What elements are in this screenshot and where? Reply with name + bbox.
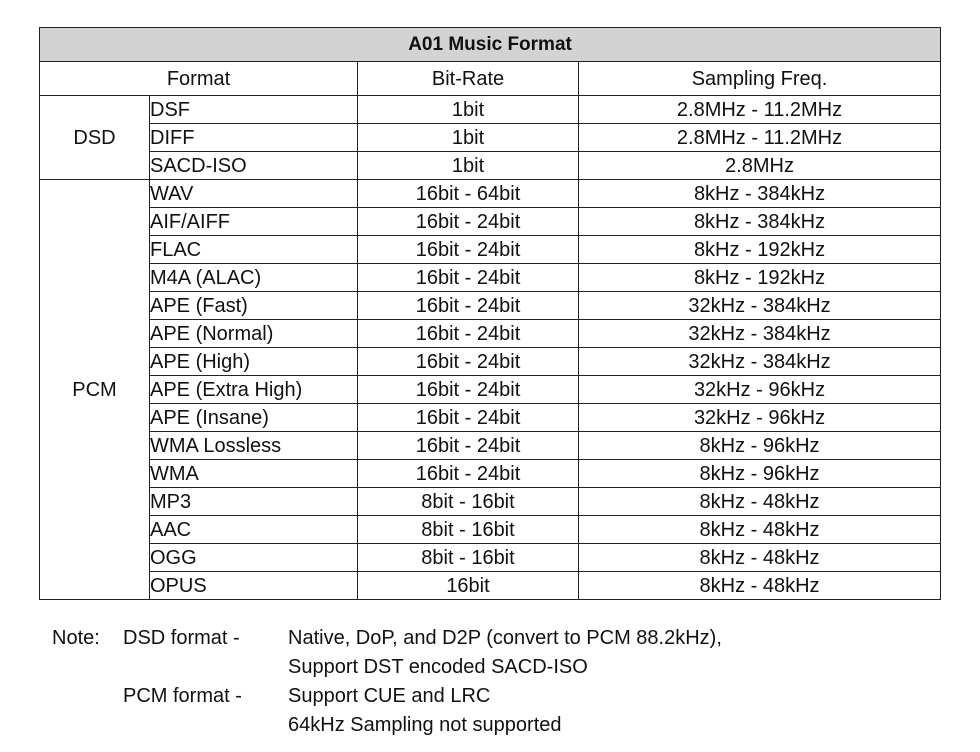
table-row [40, 152, 941, 180]
table-row [40, 572, 941, 600]
sampling-cell: 8kHz - 192kHz [579, 264, 941, 292]
bitrate-cell: 1bit [358, 152, 579, 180]
pcm-note-text: 64kHz Sampling not supported [288, 714, 562, 736]
bitrate-cell: 16bit - 24bit [358, 348, 579, 376]
sampling-cell: 32kHz - 96kHz [579, 404, 941, 432]
sampling-cell: 8kHz - 48kHz [579, 488, 941, 516]
music-format-table [39, 27, 941, 600]
format-cell: APE (Normal) [150, 320, 358, 348]
sampling-cell: 8kHz - 384kHz [579, 208, 941, 236]
dsd-note-text: Support DST encoded SACD-ISO [288, 656, 588, 678]
table-row [40, 488, 941, 516]
format-cell: DSF [150, 96, 358, 124]
dsd-note-text: Native, DoP, and D2P (convert to PCM 88.2kHz), [288, 627, 722, 649]
table-body [40, 96, 941, 600]
bitrate-cell: 16bit [358, 572, 579, 600]
table-row [40, 376, 941, 404]
format-cell: M4A (ALAC) [150, 264, 358, 292]
table-row [40, 516, 941, 544]
format-cell: APE (Extra High) [150, 376, 358, 404]
sampling-cell: 8kHz - 96kHz [579, 460, 941, 488]
format-cell: APE (High) [150, 348, 358, 376]
bitrate-cell: 1bit [358, 124, 579, 152]
sampling-cell: 8kHz - 48kHz [579, 516, 941, 544]
header-format: Format [40, 62, 358, 96]
table-row [40, 460, 941, 488]
sampling-cell: 8kHz - 96kHz [579, 432, 941, 460]
header-sampling: Sampling Freq. [579, 62, 941, 96]
bitrate-cell: 16bit - 24bit [358, 236, 579, 264]
table-row [40, 180, 941, 208]
format-cell: APE (Insane) [150, 404, 358, 432]
sampling-cell: 2.8MHz [579, 152, 941, 180]
bitrate-cell: 16bit - 24bit [358, 320, 579, 348]
group-label: DSD [40, 96, 150, 180]
table-row [40, 348, 941, 376]
table-row [40, 124, 941, 152]
pcm-note-text: Support CUE and LRC [288, 685, 491, 707]
sampling-cell: 32kHz - 384kHz [579, 320, 941, 348]
format-cell: MP3 [150, 488, 358, 516]
note-label: Note: [52, 627, 100, 649]
header-bitrate: Bit-Rate [358, 62, 579, 96]
sampling-cell: 8kHz - 48kHz [579, 572, 941, 600]
format-cell: OGG [150, 544, 358, 572]
format-cell: AAC [150, 516, 358, 544]
sampling-cell: 32kHz - 96kHz [579, 376, 941, 404]
table-row [40, 96, 941, 124]
bitrate-cell: 16bit - 24bit [358, 264, 579, 292]
sampling-cell: 8kHz - 192kHz [579, 236, 941, 264]
bitrate-cell: 16bit - 24bit [358, 208, 579, 236]
table-row [40, 292, 941, 320]
bitrate-cell: 16bit - 24bit [358, 376, 579, 404]
table-row [40, 208, 941, 236]
sampling-cell: 2.8MHz - 11.2MHz [579, 96, 941, 124]
bitrate-cell: 16bit - 24bit [358, 404, 579, 432]
table-row [40, 404, 941, 432]
table-title: A01 Music Format [40, 28, 941, 62]
format-cell: APE (Fast) [150, 292, 358, 320]
sampling-cell: 32kHz - 384kHz [579, 348, 941, 376]
header-row [40, 62, 941, 96]
format-cell: WMA [150, 460, 358, 488]
format-cell: WMA Lossless [150, 432, 358, 460]
format-cell: SACD-ISO [150, 152, 358, 180]
sampling-cell: 32kHz - 384kHz [579, 292, 941, 320]
bitrate-cell: 16bit - 24bit [358, 292, 579, 320]
table-row [40, 320, 941, 348]
table-row [40, 264, 941, 292]
table-row [40, 432, 941, 460]
bitrate-cell: 16bit - 24bit [358, 460, 579, 488]
format-cell: FLAC [150, 236, 358, 264]
bitrate-cell: 16bit - 64bit [358, 180, 579, 208]
group-label: PCM [40, 180, 150, 600]
bitrate-cell: 8bit - 16bit [358, 544, 579, 572]
table-row [40, 236, 941, 264]
dsd-note-label: DSD format - [123, 627, 240, 649]
format-cell: AIF/AIFF [150, 208, 358, 236]
bitrate-cell: 8bit - 16bit [358, 488, 579, 516]
format-cell: WAV [150, 180, 358, 208]
format-cell: OPUS [150, 572, 358, 600]
sampling-cell: 8kHz - 384kHz [579, 180, 941, 208]
format-cell: DIFF [150, 124, 358, 152]
bitrate-cell: 16bit - 24bit [358, 432, 579, 460]
bitrate-cell: 8bit - 16bit [358, 516, 579, 544]
table-row [40, 544, 941, 572]
sampling-cell: 8kHz - 48kHz [579, 544, 941, 572]
sampling-cell: 2.8MHz - 11.2MHz [579, 124, 941, 152]
bitrate-cell: 1bit [358, 96, 579, 124]
pcm-note-label: PCM format - [123, 685, 242, 707]
